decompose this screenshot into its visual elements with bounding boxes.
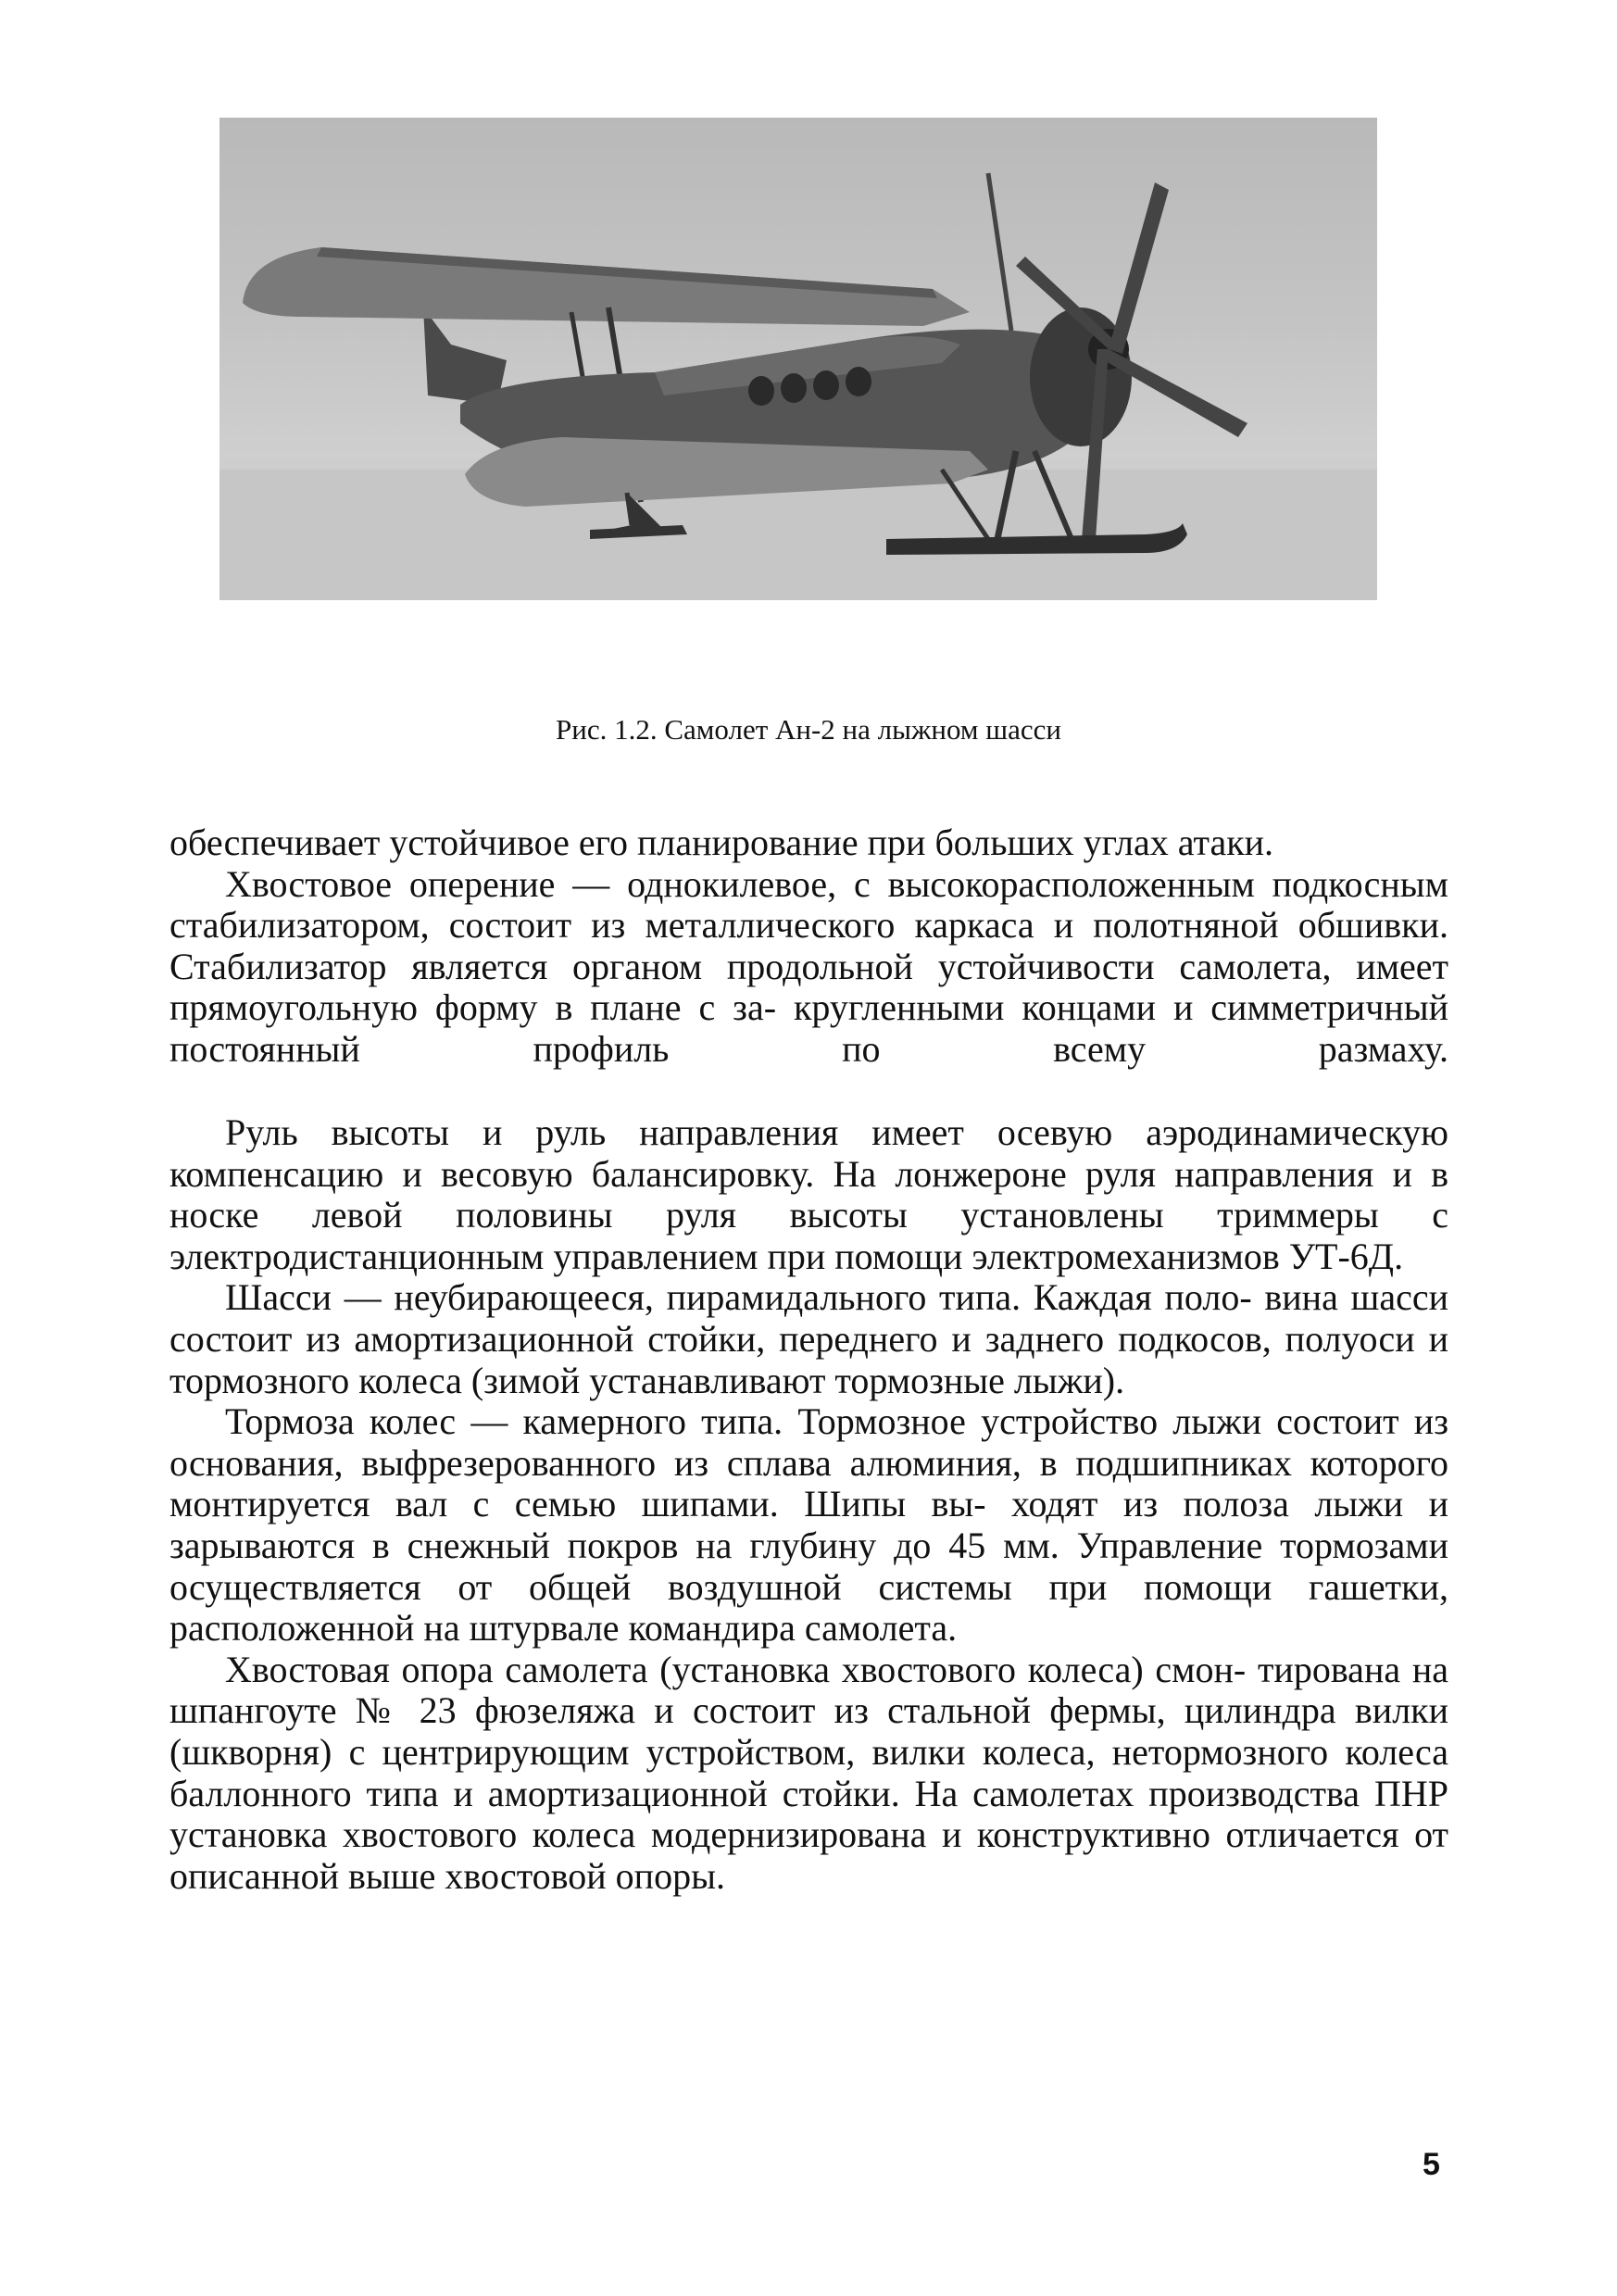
figure-caption: Рис. 1.2. Самолет Ан-2 на лыжном шасси [556,713,1061,746]
body-text [169,822,1448,1071]
airplane-illustration [219,118,1377,600]
paragraph-rudders: Руль высоты и руль направления имеет осевую аэродинамическую компенсацию и весовую балансировку. На лонжероне руля направления и в носке левой половины руля высоты установлены триммеры с электродистанционным управлением при помощи электромеханизмов УТ-6Д. [169,1111,1449,1277]
paragraph-continuation: обеспечивает устойчивое его планирование при больших углах атаки. [169,822,1274,863]
paragraph-tail-support: Хвостовая опора самолета (установка хвостового колеса) смон- тирована на шпангоуте № 23 фюзеляжа и состоит из стальной фермы, цилиндра вилки (шкворня) с центрирующим устройством, вилки колеса, нетормозного колеса баллонного типа и амортизационной стойки. На самолетах производства ПНР установка хвостового колеса модернизирована и конструктивно отличается от описанной выше хвостовой опоры. [169,1648,1449,1897]
paragraph-tail-unit: Хвостовое оперение — однокилевое, с высокорасположенным подкосным стабилизатором, состоит из металлического каркаса и полотняной обшивки. Стабилизатор является органом продольной устойчивости самолета, имеет прямоугольную форму в плане с за- кругленными концами и симметричный постоянный профиль по всему размаху. [169,862,1449,1070]
body-text-2 [169,1112,1448,1897]
paragraph-brakes: Тормоза колес — камерного типа. Тормозное устройство лыжи состоит из основания, выфрезерованного из сплава алюминия, в подшипниках которого монтируется вал с семью шипами. Шипы вы- ходят из полоза лыжи и зарываются в снежный покров на глубину до 45 мм. Управление тормозами осуществляется от общей воздушной системы при помощи гашетки, расположенной на штурвале командира самолета. [169,1400,1449,1650]
page-number: 5 [1423,2147,1440,2182]
figure-an2-on-skis [219,118,1377,600]
paragraph-landing-gear: Шасси — неубирающееся, пирамидального типа. Каждая поло- вина шасси состоит из амортизационной стойки, переднего и заднего подкосов, полуоси и тормозного колеса (зимой устанавливают тормозные лыжи). [169,1276,1449,1401]
